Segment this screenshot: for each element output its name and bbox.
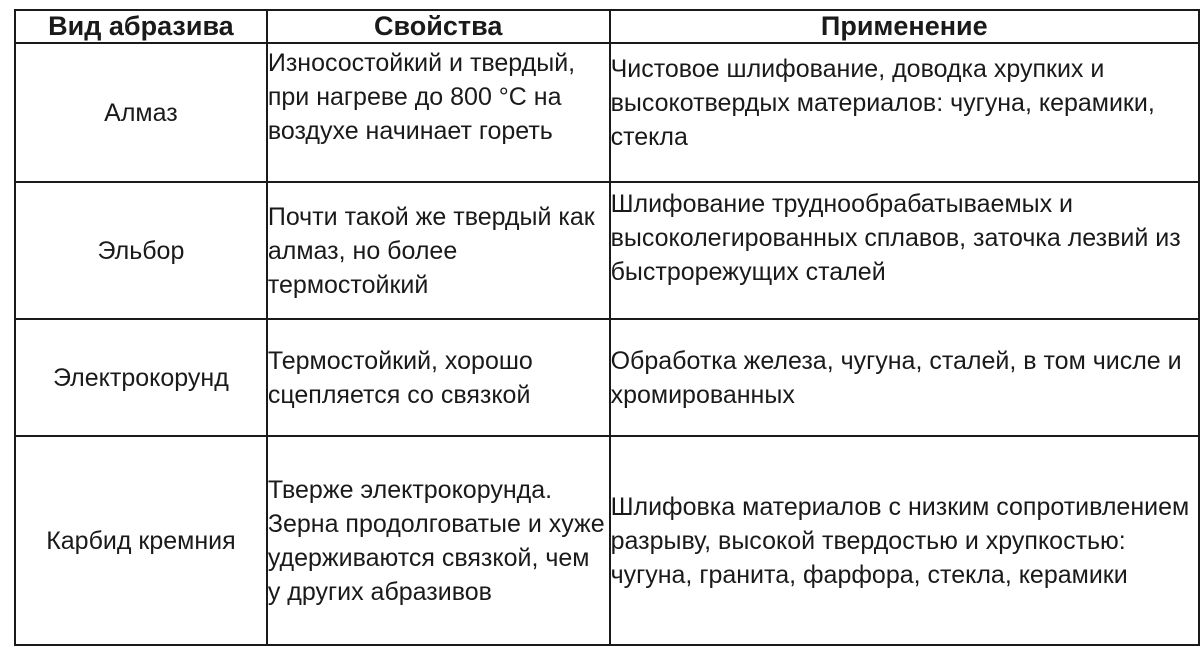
table-row	[15, 319, 1199, 436]
abrasive-application: Шлифовка материалов с низким сопротивлением разрыву, высокой твердостью и хрупкостью: чугуна, гранита, фарфора, стекла, керамики	[610, 436, 1199, 645]
abrasive-type: Алмаз	[15, 43, 267, 182]
abrasive-application: Шлифование труднообрабатываемых и высоколегированных сплавов, заточка лезвий из быстрорежущих сталей	[610, 182, 1199, 319]
table-row	[15, 436, 1199, 645]
abrasive-properties: Тверже электрокорунда. Зерна продолговатые и хуже удерживаются связкой, чем у других абразивов	[267, 436, 610, 645]
abrasive-application: Чистовое шлифование, доводка хрупких и высокотвердых материалов: чугуна, керамики, стекла	[610, 43, 1199, 182]
abrasive-application: Обработка железа, чугуна, сталей, в том числе и хромированных	[610, 319, 1199, 436]
abrasive-properties: Почти такой же твердый как алмаз, но более термостойкий	[267, 182, 610, 319]
abrasive-type: Карбид кремния	[15, 436, 267, 645]
abrasives-table	[14, 9, 1200, 646]
table-row	[15, 43, 1199, 182]
header-type: Вид абразива	[15, 10, 267, 43]
abrasive-properties: Термостойкий, хорошо сцепляется со связкой	[267, 319, 610, 436]
abrasive-type: Электрокорунд	[15, 319, 267, 436]
header-application: Применение	[610, 10, 1199, 43]
header-properties: Свойства	[267, 10, 610, 43]
abrasive-type: Эльбор	[15, 182, 267, 319]
abrasive-properties: Износостойкий и твердый, при нагреве до 800 °С на воздухе начинает гореть	[267, 43, 610, 182]
table-row	[15, 182, 1199, 319]
header-row	[15, 10, 1199, 43]
